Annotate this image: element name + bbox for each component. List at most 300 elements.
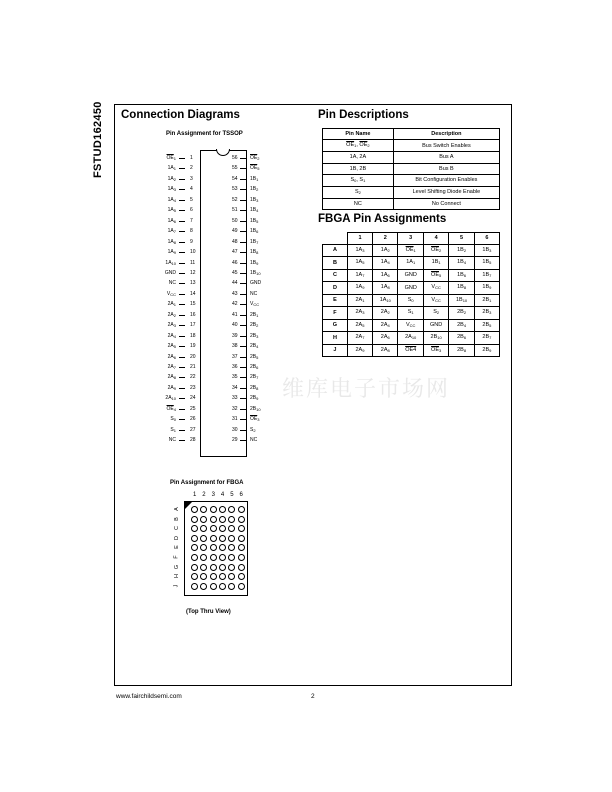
pin-number: 46 <box>232 259 238 266</box>
fbga-cell-H2: $2A_6$ <box>373 332 398 345</box>
bga-row-C: C <box>173 526 180 531</box>
table-row <box>323 332 500 345</box>
pin-number: 25 <box>190 405 196 412</box>
bga-row-A: A <box>173 507 180 511</box>
pin-number: 56 <box>232 155 238 161</box>
fbga-cell-D1: $1A_9$ <box>347 282 372 295</box>
part-number: FSTUD162450 <box>92 101 104 178</box>
pin-number: 45 <box>232 269 238 276</box>
pin-name-cell: NC <box>323 198 394 209</box>
pin-number: 29 <box>232 437 238 444</box>
bga-row-B: B <box>173 516 180 521</box>
top-thru-view-label: (Top Thru View) <box>186 609 231 615</box>
fbga-cell-J3: OE4 <box>398 344 423 357</box>
pin-label: $\overline{OE}_3$ <box>250 416 260 423</box>
pin-label: $2A_7$ <box>167 364 176 370</box>
fbga-row-header-E: E <box>323 294 348 307</box>
bga-row-H: H <box>173 574 180 579</box>
fbga-cell-F2: $2A_2$ <box>373 307 398 320</box>
tssop-pin-18 <box>160 331 200 341</box>
pin-label: $2B_5$ <box>250 353 259 360</box>
pin-label: $S_2$ <box>250 426 256 433</box>
pin-number: 30 <box>232 426 238 433</box>
pin-descriptions-title: Pin Descriptions <box>318 109 409 121</box>
pin-number: 50 <box>232 217 238 224</box>
table-row <box>323 198 500 209</box>
bga-row-G: G <box>174 564 181 569</box>
tssop-pin-34 <box>226 383 276 393</box>
pin-label: $1B_5$ <box>250 217 259 224</box>
tssop-pin-23 <box>160 383 200 393</box>
pin-descriptions-table <box>322 128 500 210</box>
pin-number: 13 <box>190 280 196 287</box>
tssop-pin-5 <box>160 195 200 205</box>
pin-label: $1B_3$ <box>250 196 259 203</box>
fbga-col-header-2: 2 <box>373 233 398 245</box>
bga-ball-A3 <box>210 506 217 513</box>
fbga-cell-E4: $V_{CC}$ <box>423 294 448 307</box>
pin-label: $1A_{10}$ <box>165 259 176 266</box>
tssop-pin-47 <box>226 247 276 257</box>
tssop-pin-19 <box>160 341 200 351</box>
fbga-cell-F1: $2A_3$ <box>347 307 372 320</box>
fbga-diagram-title: Pin Assignment for FBGA <box>170 480 244 486</box>
description-cell: Level Shifting Diode Enable <box>393 186 499 198</box>
fbga-cell-C4: $\overline{OE}_5$ <box>423 269 448 282</box>
tssop-pin-7 <box>160 216 200 226</box>
bga-ball-B6 <box>238 516 245 523</box>
bga-ball-A4 <box>219 506 226 513</box>
bga-col-6: 6 <box>239 492 243 498</box>
table-row <box>323 140 500 152</box>
fbga-cell-E3: $S_0$ <box>398 294 423 307</box>
fbga-col-header-3: 3 <box>398 233 423 245</box>
tssop-pin-40 <box>226 320 276 330</box>
tssop-pin-43 <box>226 289 276 299</box>
tssop-pin-32 <box>226 404 276 414</box>
pin-label: $2B_7$ <box>250 374 259 381</box>
fbga-cell-G2: $2A_4$ <box>373 319 398 332</box>
tssop-pin-48 <box>226 237 276 247</box>
tssop-pin-42 <box>226 299 276 309</box>
pin-label: $1B_8$ <box>250 249 259 256</box>
fbga-cell-F3: $S_1$ <box>398 307 423 320</box>
description-cell: No Connect <box>393 198 499 209</box>
pin-number: 2 <box>190 165 193 172</box>
fbga-cell-E1: $2A_1$ <box>347 294 372 307</box>
bga-ball-C6 <box>238 525 245 532</box>
fbga-cell-B4: $1B_1$ <box>423 257 448 270</box>
bga-ball-D4 <box>219 535 226 542</box>
fbga-cell-A1: $1A_3$ <box>347 244 372 257</box>
fbga-cell-B2: $1A_4$ <box>373 257 398 270</box>
bga-row-E: E <box>173 545 180 550</box>
fbga-col-header-5: 5 <box>449 233 474 245</box>
bga-ball-G1 <box>191 564 198 571</box>
fbga-cell-G4: GND <box>423 319 448 332</box>
bga-ball-J4 <box>219 583 226 590</box>
tssop-pin-2 <box>160 163 200 173</box>
pin-label: $1A_1$ <box>167 165 176 172</box>
pin-number: 52 <box>232 196 238 203</box>
tssop-pin-4 <box>160 184 200 194</box>
pin-label: $1B_9$ <box>250 259 259 266</box>
pin-number: 27 <box>190 426 196 433</box>
bga-ball-D1 <box>191 535 198 542</box>
bga-col-5: 5 <box>230 492 234 498</box>
fbga-cell-A2: $1A_2$ <box>373 244 398 257</box>
pin-number: 10 <box>190 249 196 256</box>
pin-number: 23 <box>190 384 196 391</box>
fbga-row-header-H: H <box>323 332 348 345</box>
fbga-cell-A6: $1B_3$ <box>474 244 499 257</box>
tssop-pin-33 <box>226 393 276 403</box>
fbga-cell-C5: $1B_6$ <box>449 269 474 282</box>
bga-ball-G6 <box>238 564 245 571</box>
pin-label: $V_{CC}$ <box>250 301 260 308</box>
pin-label: NC <box>250 290 258 297</box>
pin-number: 33 <box>232 395 238 402</box>
pin-number: 20 <box>190 353 196 360</box>
fbga-cell-H6: $2B_7$ <box>474 332 499 345</box>
pin-number: 35 <box>232 374 238 381</box>
fbga-cell-B5: $1B_4$ <box>449 257 474 270</box>
tssop-pin-25 <box>160 404 200 414</box>
pin-number: 44 <box>232 280 238 287</box>
tssop-pin-11 <box>160 258 200 268</box>
pin-label: $\overline{OE}_5$ <box>250 165 260 172</box>
fbga-cell-A3: $\overline{OE}_1$ <box>398 244 423 257</box>
bga-ball-B1 <box>191 516 198 523</box>
table-row <box>323 257 500 270</box>
pin-label: $2A_8$ <box>167 374 176 381</box>
bga-ball-H6 <box>238 573 245 580</box>
connection-diagrams-title: Connection Diagrams <box>121 109 240 121</box>
pin-number: 1 <box>190 155 193 161</box>
fbga-cell-B1: $1A_5$ <box>347 257 372 270</box>
pin-number: 18 <box>190 332 196 339</box>
pin-label: $1A_8$ <box>167 238 176 245</box>
pin-label: $V_{CC}$ <box>166 290 176 297</box>
fbga-col-header-4: 4 <box>423 233 448 245</box>
bga-ball-F3 <box>210 554 217 561</box>
pin-number: 6 <box>190 207 193 214</box>
pin-number: 53 <box>232 186 238 193</box>
pin-label: $2A_{10}$ <box>165 395 176 402</box>
fbga-cell-G3: $V_{CC}$ <box>398 319 423 332</box>
fbga-cell-A4: $\overline{OE}_2$ <box>423 244 448 257</box>
pin-number: 37 <box>232 353 238 360</box>
description-cell: Bit Configuration Enables <box>393 174 499 186</box>
tssop-pin-28 <box>160 435 200 445</box>
fbga-cell-G5: $2B_4$ <box>449 319 474 332</box>
bga-col-4: 4 <box>220 492 225 498</box>
pin-name-cell: $S_2$ <box>323 186 394 198</box>
tssop-pin-44 <box>226 278 276 288</box>
fbga-cell-G1: $2A_5$ <box>347 319 372 332</box>
pin-number: 32 <box>232 405 238 412</box>
tssop-pin-36 <box>226 362 276 372</box>
tssop-pin-9 <box>160 237 200 247</box>
tssop-pin-31 <box>226 414 276 424</box>
pin-number: 7 <box>190 217 193 224</box>
fbga-row-header-D: D <box>323 282 348 295</box>
bga-ball-H3 <box>210 573 217 580</box>
tssop-pin-45 <box>226 268 276 278</box>
pin-label: $2B_9$ <box>250 395 259 402</box>
bga-ball-D3 <box>210 535 217 542</box>
description-cell: Bus A <box>393 152 499 163</box>
table-row <box>323 319 500 332</box>
fbga-row-header-A: A <box>323 244 348 257</box>
fbga-row-header-G: G <box>323 319 348 332</box>
tssop-title: Pin Assignment for TSSOP <box>166 131 243 137</box>
pin-label: $2A_6$ <box>167 353 176 360</box>
pin-number: 5 <box>190 196 193 203</box>
tssop-pin-52 <box>226 195 276 205</box>
fbga-assignments-table <box>322 232 500 357</box>
pin-label: $2B_6$ <box>250 364 259 370</box>
pin-number: 39 <box>232 332 238 339</box>
fbga-cell-G6: $2B_5$ <box>474 319 499 332</box>
bga-ball-B4 <box>219 516 226 523</box>
tssop-pin-37 <box>226 352 276 362</box>
tssop-pin-20 <box>160 352 200 362</box>
fbga-cell-J6: $2B_9$ <box>474 344 499 357</box>
pin-label: $2A_2$ <box>167 311 176 318</box>
table-row <box>323 282 500 295</box>
tssop-pin-51 <box>226 205 276 215</box>
fbga-col-header-1: 1 <box>347 233 372 245</box>
description-header: Description <box>393 129 499 140</box>
fbga-cell-H3: $2A_{10}$ <box>398 332 423 345</box>
fbga-cell-J1: $2A_9$ <box>347 344 372 357</box>
tssop-pin-26 <box>160 414 200 424</box>
pin-label: $1A_9$ <box>167 249 176 256</box>
pin-label: $1B_{10}$ <box>250 269 261 276</box>
pin-number: 19 <box>190 343 196 350</box>
pin-number: 51 <box>232 207 238 214</box>
pin-name-header: Pin Name <box>323 129 394 140</box>
fbga-cell-D6: $1B_9$ <box>474 282 499 295</box>
table-row <box>323 244 500 257</box>
footer-url: www.fairchildsemi.com <box>116 693 182 700</box>
fbga-col-header-6: 6 <box>474 233 499 245</box>
pin-number: 21 <box>190 364 196 370</box>
bga-ball-D5 <box>228 535 235 542</box>
fbga-assignments-title: FBGA Pin Assignments <box>318 213 447 225</box>
fbga-cell-H4: $2B_{10}$ <box>423 332 448 345</box>
pin-number: 28 <box>190 437 196 444</box>
pin-label: GND <box>164 269 176 276</box>
bga-ball-D6 <box>238 535 245 542</box>
pin-number: 41 <box>232 311 238 318</box>
pin-number: 42 <box>232 301 238 308</box>
description-cell: Bus B <box>393 163 499 174</box>
pin-number: 49 <box>232 228 238 235</box>
fbga-cell-D3: GND <box>398 282 423 295</box>
fbga-cell-C6: $1B_7$ <box>474 269 499 282</box>
pin-label: $1B_6$ <box>250 228 259 235</box>
tssop-pin-38 <box>226 341 276 351</box>
pin-label: $1A_7$ <box>167 228 176 235</box>
tssop-pin-27 <box>160 425 200 435</box>
fbga-cell-J5: $2B_8$ <box>449 344 474 357</box>
pin-label: $\overline{OE}_2$ <box>250 155 260 161</box>
pin-label: $2A_5$ <box>167 343 176 350</box>
bga-ball-J3 <box>210 583 217 590</box>
fbga-cell-H1: $2A_7$ <box>347 332 372 345</box>
bga-ball-C3 <box>210 525 217 532</box>
pin-number: 8 <box>190 228 193 235</box>
fbga-cell-F6: $2B_3$ <box>474 307 499 320</box>
pin-label: $2B_8$ <box>250 384 259 391</box>
table-row <box>323 294 500 307</box>
table-row <box>323 186 500 198</box>
tssop-pin-49 <box>226 226 276 236</box>
pin-number: 9 <box>190 238 193 245</box>
bga-col-1: 1 <box>193 492 197 498</box>
pin-label: $\overline{OE}_4$ <box>166 405 176 412</box>
bga-ball-G4 <box>219 564 226 571</box>
tssop-pin-30 <box>226 425 276 435</box>
pin-number: 17 <box>190 322 196 329</box>
fbga-row-header-C: C <box>323 269 348 282</box>
table-corner <box>323 233 348 245</box>
table-row <box>323 174 500 186</box>
pin-label: $1A_2$ <box>167 175 176 182</box>
pin-number: 40 <box>232 322 238 329</box>
pin-name-cell: $S_0$, $S_1$ <box>323 174 394 186</box>
description-cell: Bus Switch Enables <box>393 140 499 152</box>
tssop-pin-15 <box>160 299 200 309</box>
tssop-pin-39 <box>226 331 276 341</box>
tssop-pin-53 <box>226 184 276 194</box>
tssop-pin-3 <box>160 174 200 184</box>
fbga-cell-F4: $S_2$ <box>423 307 448 320</box>
pin-label: $1B_7$ <box>250 238 259 245</box>
tssop-pin-35 <box>226 372 276 382</box>
fbga-row-header-B: B <box>323 257 348 270</box>
pin-label: $2A_9$ <box>167 384 176 391</box>
tssop-pin-1 <box>160 153 200 163</box>
bga-ball-J5 <box>228 583 235 590</box>
table-row <box>323 152 500 163</box>
bga-ball-J6 <box>238 583 245 590</box>
tssop-pin-24 <box>160 393 200 403</box>
tssop-pin-13 <box>160 278 200 288</box>
bga-ball-J1 <box>191 583 198 590</box>
pin-label: $2B_2$ <box>250 322 259 329</box>
fbga-cell-J2: $2A_8$ <box>373 344 398 357</box>
tssop-pin-55 <box>226 163 276 173</box>
fbga-cell-D4: $V_{CC}$ <box>423 282 448 295</box>
pin-label: $2B_3$ <box>250 332 259 339</box>
fbga-cell-E2: $1A_{10}$ <box>373 294 398 307</box>
pin-number: 11 <box>190 259 196 266</box>
table-row <box>323 307 500 320</box>
pin-number: 34 <box>232 384 238 391</box>
fbga-cell-B3: $1A_1$ <box>398 257 423 270</box>
pin-number: 55 <box>232 165 238 172</box>
bga-row-J: J <box>173 584 180 588</box>
pin-number: 22 <box>190 374 196 381</box>
fbga-row-header-F: F <box>323 307 348 320</box>
pin-number: 36 <box>232 364 238 370</box>
tssop-pin-10 <box>160 247 200 257</box>
bga-ball-G3 <box>210 564 217 571</box>
pin-number: 54 <box>232 175 238 182</box>
watermark: 维库电子市场网 <box>282 377 451 402</box>
pin-label: $1A_3$ <box>167 186 176 193</box>
tssop-pin-14 <box>160 289 200 299</box>
tssop-pin-8 <box>160 226 200 236</box>
tssop-pin-16 <box>160 310 200 320</box>
pin-number: 24 <box>190 395 196 402</box>
pin-label: $1A_6$ <box>167 217 176 224</box>
fbga-cell-E5: $1B_{10}$ <box>449 294 474 307</box>
pin-label: $S_1$ <box>170 426 176 433</box>
bga-col-2: 2 <box>202 492 206 498</box>
tssop-pin-54 <box>226 174 276 184</box>
pin-label: NC <box>168 437 176 444</box>
bga-col-3: 3 <box>211 492 215 498</box>
pin-number: 15 <box>190 301 196 308</box>
bga-ball-E3 <box>210 544 217 551</box>
pin-label: NC <box>168 280 176 287</box>
fbga-cell-A5: $1B_2$ <box>449 244 474 257</box>
pin-label: $1B_2$ <box>250 186 259 193</box>
fbga-cell-D5: $1B_8$ <box>449 282 474 295</box>
table-row <box>323 163 500 174</box>
pin-label: $2B_1$ <box>250 311 259 318</box>
pin-label: $2A_3$ <box>167 322 176 329</box>
fbga-cell-H5: $2B_6$ <box>449 332 474 345</box>
bga-row-D: D <box>173 535 180 540</box>
pin-number: 43 <box>232 290 238 297</box>
fbga-cell-J4: $\overline{OE}_3$ <box>423 344 448 357</box>
pin-label: GND <box>250 280 262 287</box>
tssop-pin-46 <box>226 258 276 268</box>
fbga-cell-D2: $1A_8$ <box>373 282 398 295</box>
tssop-pin-56 <box>226 153 276 163</box>
page-number: 2 <box>311 693 315 700</box>
pin-name-cell: $\overline{OE}_1$, $\overline{OE}_2$ <box>323 140 394 152</box>
tssop-pin-21 <box>160 362 200 372</box>
pin-label: $2A_1$ <box>167 301 176 308</box>
pin-number: 26 <box>190 416 196 423</box>
pin-number: 16 <box>190 311 196 318</box>
pin-number: 47 <box>232 249 238 256</box>
tssop-pin-6 <box>160 205 200 215</box>
bga-ball-E6 <box>238 544 245 551</box>
bga-ball-G2 <box>200 564 207 571</box>
bga-ball-B5 <box>228 516 235 523</box>
tssop-pin-41 <box>226 310 276 320</box>
bga-ball-B3 <box>210 516 217 523</box>
tssop-pin-29 <box>226 435 276 445</box>
pin-label: $\overline{OE}_1$ <box>166 155 176 161</box>
bga-ball-F1 <box>191 554 198 561</box>
pin-label: $2B_{10}$ <box>250 405 261 412</box>
pin-label: $1B_1$ <box>250 175 259 182</box>
bga-ball-F4 <box>219 554 226 561</box>
bga-ball-B2 <box>200 516 207 523</box>
bga-row-F: F <box>173 555 180 559</box>
table-row <box>323 269 500 282</box>
pin-label: $2A_4$ <box>167 332 176 339</box>
pin-name-cell: 1A, 2A <box>323 152 394 163</box>
